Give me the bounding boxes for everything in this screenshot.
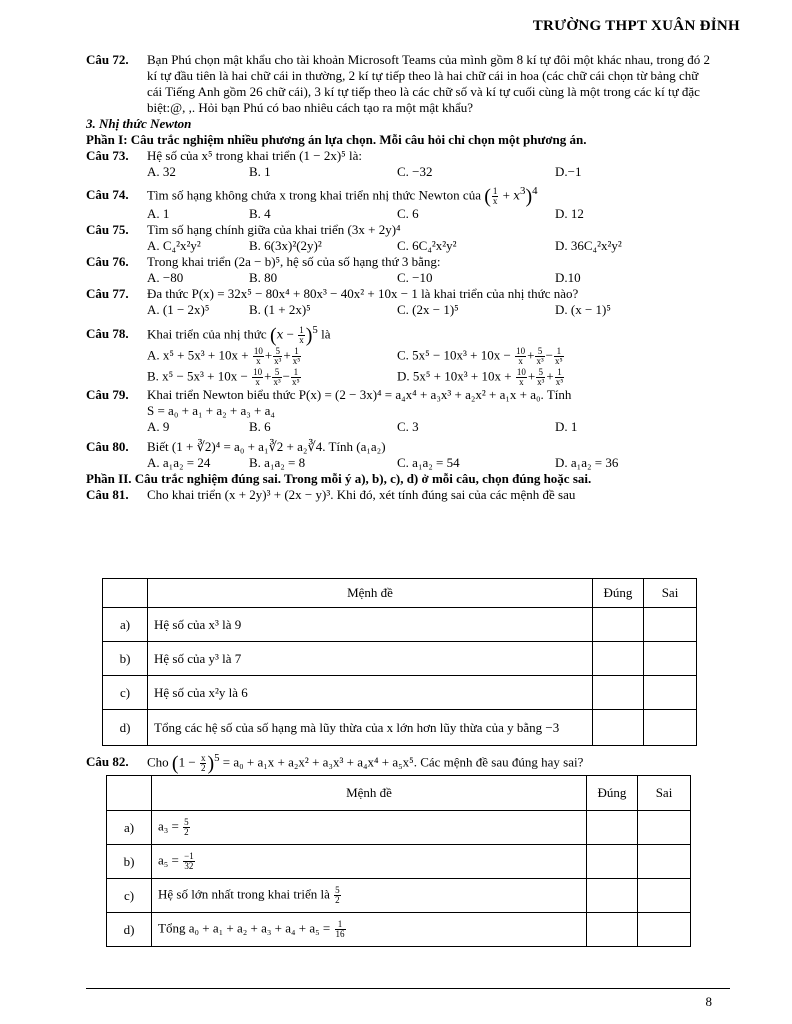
question-text: Biết (1 + ∛2)⁴ = a₀ + a₁∛2 + a₂∛4. Tính (a₁a₂) [147,438,386,454]
false-cell[interactable] [638,811,691,845]
question-75 [86,222,716,238]
question-label: Câu 76. [86,253,129,269]
row-key: a) [103,608,148,642]
part-1-title: Phần I: Câu trắc nghiệm nhiều phương án lựa chọn. Mỗi câu hỏi chỉ chọn một phương án. [86,132,587,147]
fraction: $\frac{1}{x}$ [299,324,304,345]
question-text-after: = a₀ + a₁x + a₂x² + a₃x³ + a₄x⁴ + a₅x⁵. Các mệnh đề sau đúng hay sai? [222,754,584,770]
true-cell[interactable] [587,845,638,879]
true-false-table-81 [102,578,697,746]
header-statement: Mệnh đề [148,579,593,608]
row-key: c) [103,676,148,710]
options-78-row2 [147,368,716,387]
part-2-title: Phần II. Câu trắc nghiệm đúng sai. Trong mỗi ý a), b), c), d) ở mỗi câu, chọn đúng hoặc sai. [86,470,592,486]
table-row [107,879,691,913]
option-d: D. 5x⁵ + 10x³ + 10x + $\frac{10}{x}$ + $\frac{5}{\text{x³}}$ + $\frac{1}{\text{x⁵}}$ [397,366,564,387]
table-header-row [107,776,691,811]
options-77 [147,302,716,318]
table-row [103,642,697,676]
true-cell[interactable] [593,608,644,642]
option-c: C. 6 [397,205,419,221]
option-c: C. a₁a₂ = 54 [397,454,460,470]
question-79 [86,387,716,419]
question-text: Trong khai triển (2a − b)⁵, hệ số của số hạng thứ 3 bằng: [147,253,441,269]
options-76 [147,270,716,286]
question-82 [86,750,726,773]
option-c: C. 3 [397,418,419,434]
option-d: D. a₁a₂ = 36 [555,454,619,470]
formula-82: ( [171,752,179,775]
row-statement: a₃ = $\frac{5}{2}$ [152,811,587,845]
table-row [103,710,697,746]
header-false: Sai [638,776,691,811]
option-c: C. 6C₄²x²y² [397,237,457,253]
option-b: B. a₁a₂ = 8 [249,454,306,470]
false-cell[interactable] [638,845,691,879]
option-b: B. 4 [249,205,271,221]
false-cell[interactable] [644,710,697,746]
header-true: Đúng [593,579,644,608]
option-a: A. 32 [147,164,176,179]
option-a: A. x⁵ + 5x³ + 10x + $\frac{10}{x}$ + $\frac{5}{\text{x³}}$ + $\frac{1}{\text{x⁵}}$ [147,345,301,366]
row-statement: Hệ số của x²y là 6 [148,676,593,710]
option-d: D.10 [555,269,581,285]
option-d: D. 36C₄²x²y² [555,237,622,253]
header-false: Sai [644,579,697,608]
header-true: Đúng [587,776,638,811]
question-text: Đa thức P(x) = 32x⁵ − 80x⁴ + 80x³ − 40x² + 10x − 1 là khai triển của nhị thức nào? [147,285,579,301]
table-row [103,676,697,710]
option-a: A. a₁a₂ = 24 [147,454,211,470]
question-76 [86,254,716,270]
option-c: C. −10 [397,269,433,285]
question-text: Tìm số hạng chính giữa của khai triển (3x + 2y)⁴ [147,221,401,237]
option-a: A. −80 [147,269,184,285]
question-text-before: Cho [147,754,169,770]
option-a: A. 9 [147,418,170,434]
option-b: B. 6(3x)²(2y)² [249,237,322,253]
question-text-2: S = a₀ + a₁ + a₂ + a₃ + a₄ [147,402,275,418]
question-text: Hệ số của x⁵ trong khai triển (1 − 2x)⁵ là: [147,148,362,163]
option-b: B. 80 [249,269,278,285]
option-d: D. (x − 1)⁵ [555,301,611,317]
question-text-after: là [321,326,331,342]
option-a: A. 1 [147,205,170,221]
question-label: Câu 73. [86,148,129,163]
false-cell[interactable] [638,913,691,947]
formula-78: ( [269,324,277,347]
options-80 [147,455,716,471]
school-header: TRƯỜNG THPT XUÂN ĐỈNH [532,18,740,34]
options-73 [147,164,716,180]
row-statement: Tổng các hệ số của số hạng mà lũy thừa của x lớn hơn lũy thừa của y bằng −3 [148,710,593,746]
false-cell[interactable] [638,879,691,913]
exam-content [86,52,716,503]
option-d: D.−1 [555,164,582,179]
table-row [107,913,691,947]
question-74 [86,183,716,206]
fraction: $\frac{1}{x}$ [492,185,498,206]
option-d: D. 12 [555,205,584,221]
row-statement: Hệ số của x³ là 9 [148,608,593,642]
false-cell[interactable] [644,642,697,676]
table-row [103,608,697,642]
option-c: C. 5x⁵ − 10x³ + 10x − $\frac{10}{x}$ + $\frac{5}{\text{x³}}$ − $\frac{1}{\text{x⁵}}$ [397,345,563,366]
table-header-row [103,579,697,608]
question-label: Câu 80. [86,438,129,454]
true-cell[interactable] [593,710,644,746]
row-key: d) [107,913,152,947]
row-statement: Hệ số lớn nhất trong khai triển là $\frac{5}{2}$ [152,879,587,913]
question-label: Câu 79. [86,386,129,402]
option-b: B. (1 + 2x)⁵ [249,301,311,317]
row-key: c) [107,879,152,913]
row-key: d) [103,710,148,746]
row-key: b) [107,845,152,879]
question-text: Cho (1 − $\frac{x}{2}$ )$^5$ = a₀ + a₁x + a₂x² + a₃x³ + a₄x⁴ + a₅x⁵. Các mệnh đề sau đúng hay sai? [147,752,584,775]
question-label: Câu 74. [86,187,129,202]
true-cell[interactable] [593,642,644,676]
section-title: 3. Nhị thức Newton [86,116,192,131]
fraction: $\frac{x}{2}$ [200,752,206,773]
question-label: Câu 72. [86,52,129,67]
question-78 [86,322,716,345]
question-text-before: Tìm số hạng không chứa x trong khai triển nhị thức Newton của [147,187,481,203]
page-number: 8 [705,994,712,1009]
false-cell[interactable] [644,608,697,642]
options-79 [147,419,716,435]
options-75 [147,238,716,254]
options-74 [147,206,716,222]
option-b: B. 6 [249,418,271,434]
formula-74: ( [484,185,491,208]
header-statement: Mệnh đề [152,776,587,811]
question-label: Câu 75. [86,221,129,237]
question-text: Tìm số hạng không chứa x trong khai triển nhị thức Newton của ( $\frac{1}{x}$ + $x^3)^4$ [147,185,538,208]
option-a: A. (1 − 2x)⁵ [147,301,210,317]
question-text-before: Khai triển của nhị thức [147,326,267,342]
option-a: A. C₄²x²y² [147,237,201,253]
option-c: C. −32 [397,164,433,179]
option-b: B. 1 [249,164,271,179]
option-b: B. x⁵ − 5x³ + 10x − $\frac{10}{x}$ + $\frac{5}{\text{x³}}$ − $\frac{1}{\text{x⁵}}$ [147,366,300,387]
row-key: a) [107,811,152,845]
question-77 [86,286,716,302]
true-cell[interactable] [593,676,644,710]
footer-divider [86,988,730,989]
table-row [107,811,691,845]
question-72 [86,52,716,116]
row-key: b) [103,642,148,676]
false-cell[interactable] [644,676,697,710]
question-81 [86,487,716,503]
options-78-row1 [147,347,716,366]
row-statement: a₅ = $\frac{-1}{32}$ [152,845,587,879]
question-text: Khai triển Newton biểu thức P(x) = (2 − 3x)⁴ = a₄x⁴ + a₃x³ + a₂x² + a₁x + a₀. Tính [147,386,572,402]
question-73 [86,148,716,164]
option-d: D. 1 [555,418,578,434]
true-false-table-82 [106,775,691,947]
true-cell[interactable] [587,879,638,913]
true-cell[interactable] [587,811,638,845]
row-statement: Hệ số của y³ là 7 [148,642,593,676]
true-cell[interactable] [587,913,638,947]
question-text: Bạn Phú chọn mật khẩu cho tài khoản Microsoft Teams của mình gồm 8 kí tự đôi một khác nhau, trong đó 2 kí tự đầu tiên là hai chữ cái in thường, 2 kí tự tiếp theo là hai chữ cái in hoa (các chữ cái chọn từ bảng chữ cái Tiếng Anh gồm 26 chữ cái), 3 kí tự tiếp theo là các chữ số và kí tự cuối cùng là một trong các kí tự đặc biệt:@, ,. Hỏi bạn Phú có bao nhiêu cách tạo ra một mật khẩu? [147,52,710,115]
question-label: Câu 77. [86,285,129,301]
question-label: Câu 78. [86,325,129,341]
question-label: Câu 81. [86,486,129,502]
question-80 [86,439,716,455]
option-c: C. (2x − 1)⁵ [397,301,459,317]
question-text: Khai triển của nhị thức (x − $\frac{1}{x}$ )$^5$ là [147,323,331,347]
question-label: Câu 82. [86,754,129,769]
question-text: Cho khai triển (x + 2y)³ + (2x − y)³. Khi đó, xét tính đúng sai của các mệnh đề sau [147,486,576,502]
table-row [107,845,691,879]
row-statement: Tổng a₀ + a₁ + a₂ + a₃ + a₄ + a₅ = $\frac{1}{16}$ [152,913,587,947]
